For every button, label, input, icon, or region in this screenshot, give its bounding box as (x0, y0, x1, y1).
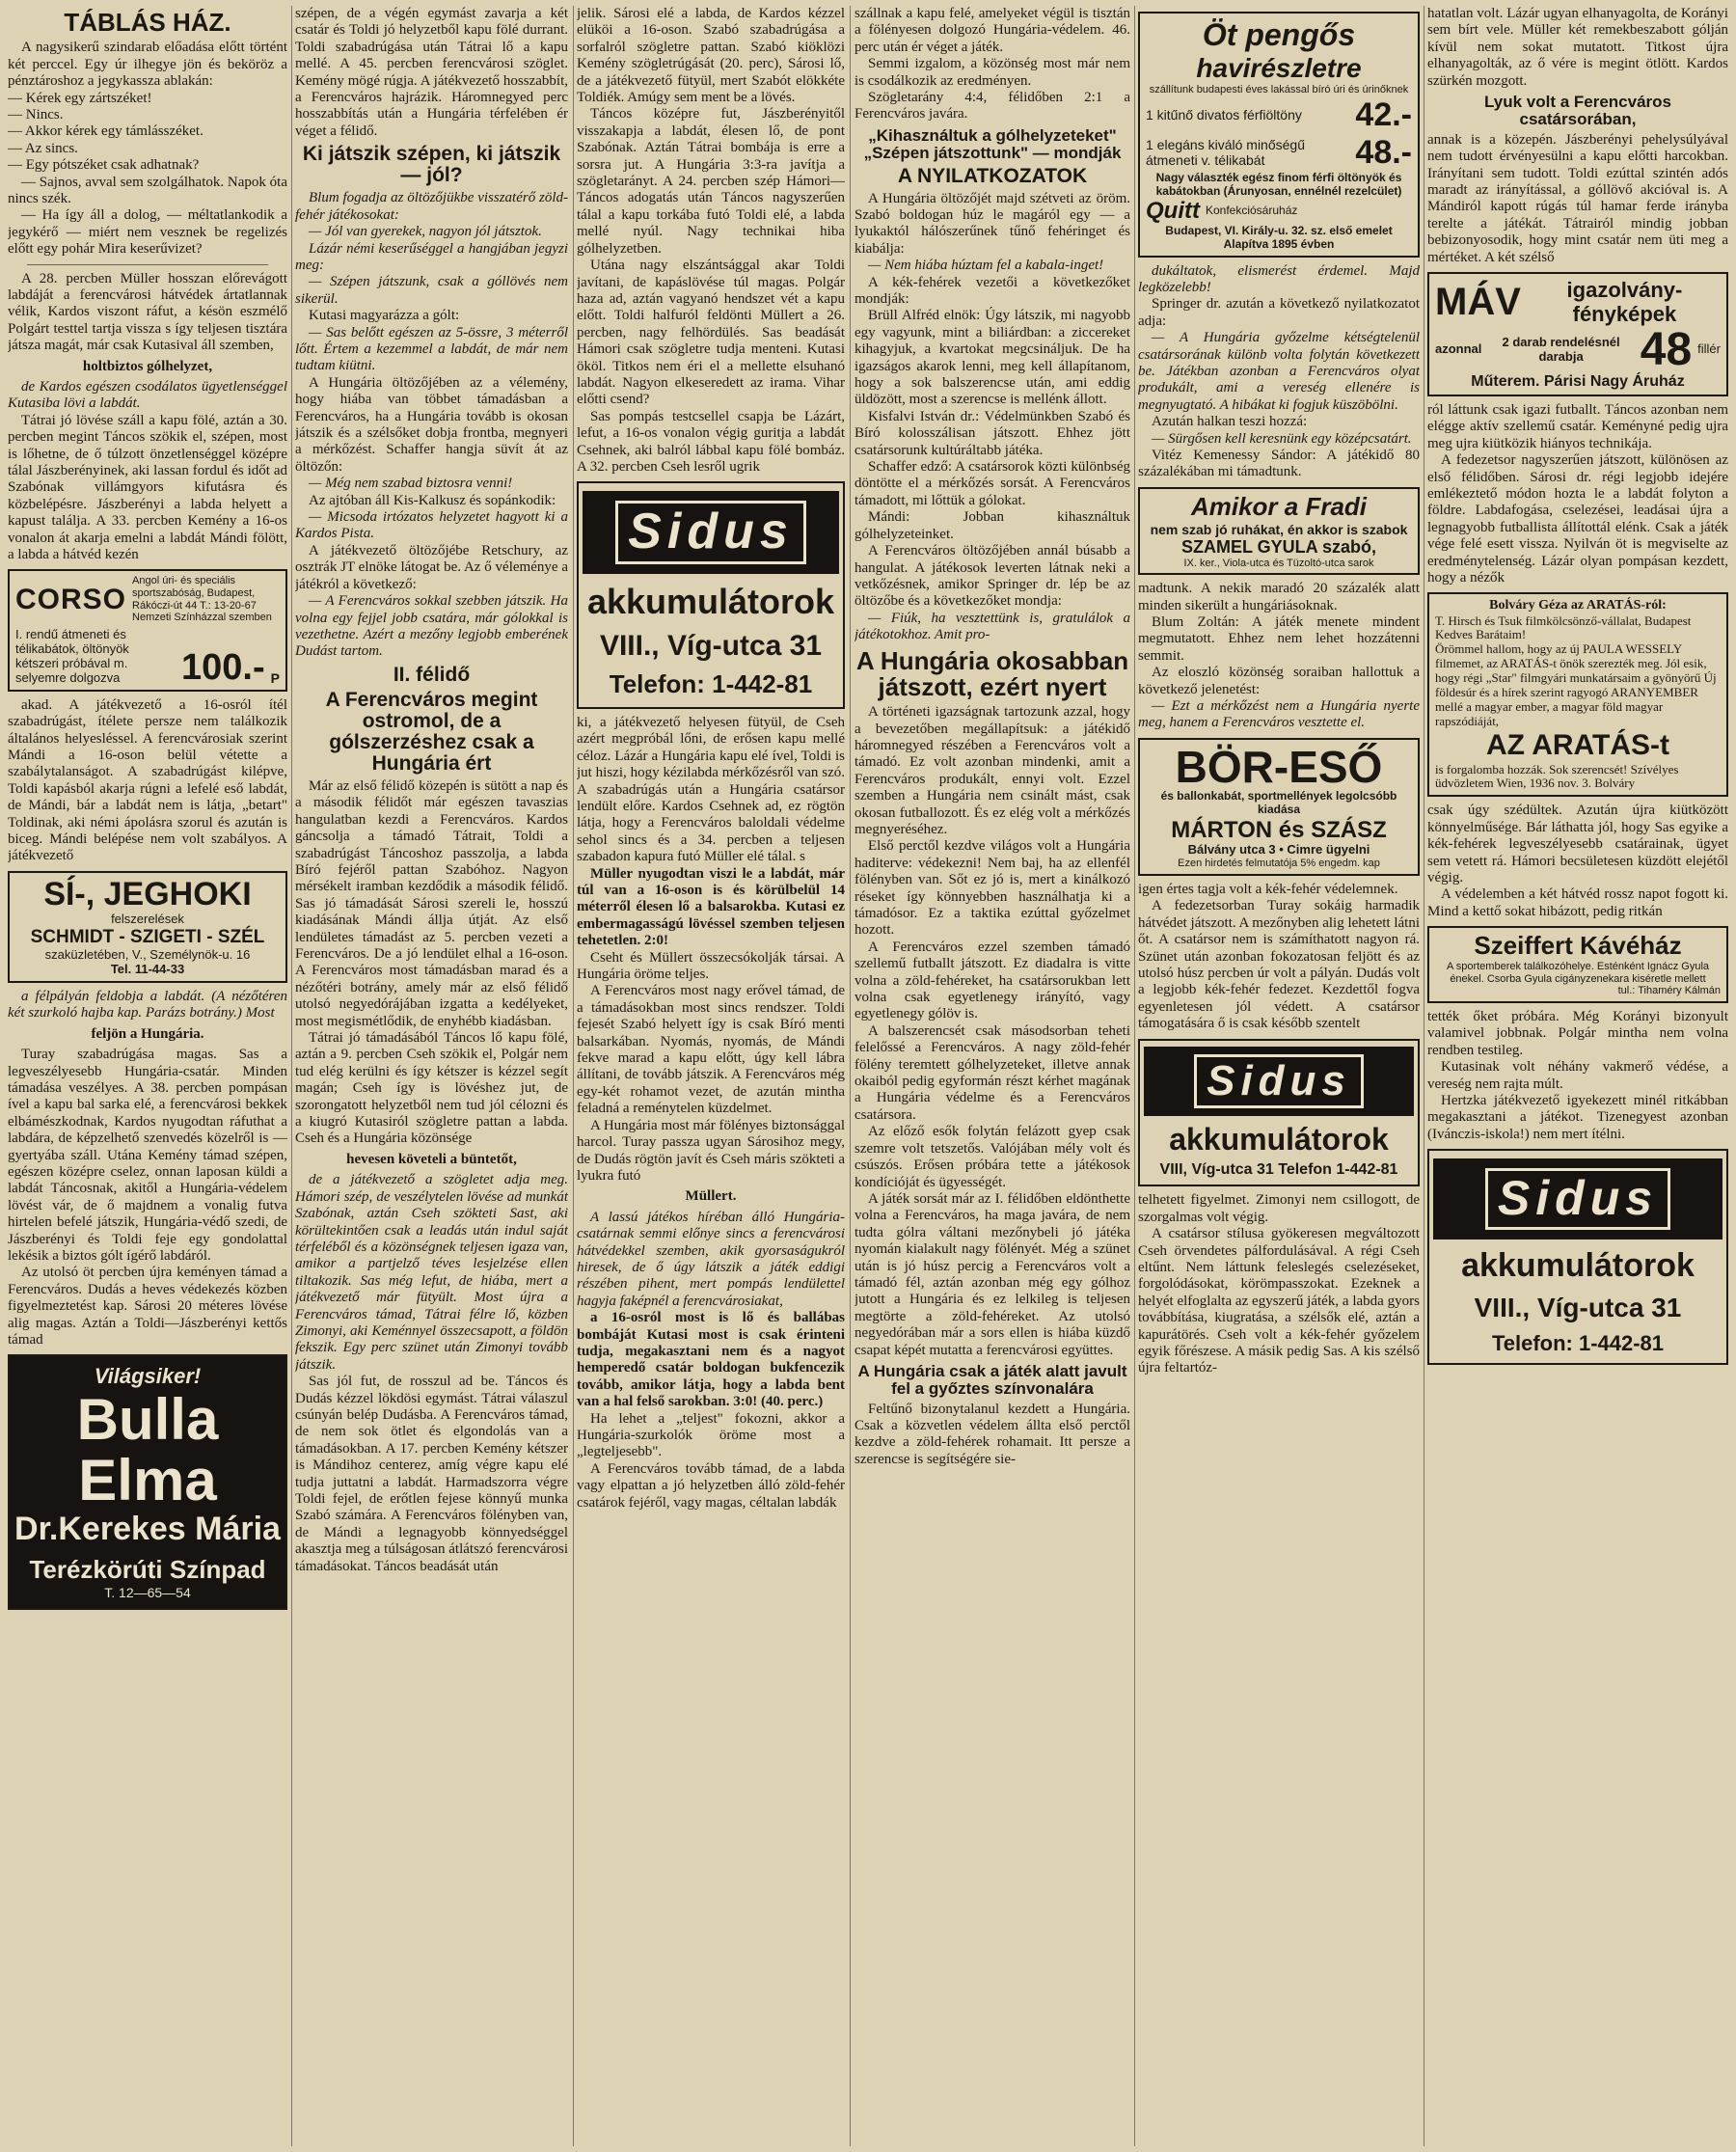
article-paragraph: ról láttunk csak igazi futballt. Táncos azonban nem elégge aktív szellemű csatár. Keményné pedig ujra meg ujra kiütközik hiányos technikája. (1427, 401, 1728, 451)
dialog-line: — Nincs. (8, 106, 64, 123)
article-paragraph: Kutasinak volt néhány vakmerő védése, a vereség nem rajta múlt. (1427, 1059, 1728, 1092)
article-paragraph: A 28. percben Müller hosszan előrevágott labdáját a ferencvárosi hátvédek ártatlannak vélik, Kardos viszont ráfut, a késön eszmélő Polgárt testtel tartja vissza s így teljesen tisztára játsza magát, már csak Kutasival áll szemben, (8, 270, 287, 354)
bulla-name: Bulla Elma (76, 1386, 219, 1512)
article-paragraph: hatatlan volt. Lázár ugyan elhanyagolta, de Korányi sem bírt vele. Müller két remekbeszabott gólján kívül nem sokat mutatott. Titkost újra elhanyagolták, az ő vére is megint ötlött. Kardos szürkén mozgott. (1427, 6, 1728, 89)
sidus-logo-box (1433, 1158, 1722, 1239)
article-paragraph: madtunk. A nekik maradó 20 százalék alatt minden sikerült a hungáriásoknak. (1138, 581, 1420, 613)
fradi-address: IX. ker., Viola-utca és Tüzoltó-utca sarok (1183, 557, 1374, 569)
bor-eso-ad (1138, 738, 1420, 876)
corso-currency: P (270, 669, 280, 686)
article-paragraph: jelik. Sárosi elé a labda, de Kardos kézzel elüköi a 16-oson. Szabó szabadrúgása a sorfalról szögletre pattan. Szabó kiöklözi Kemény szögletrúgását (20. perc), Sárosi lő, de a játékvezető fütyül, mert Szabót elökkéte Toldiék. Amúgy sem ment be a lövés. (577, 6, 845, 106)
article-paragraph: de a játékvezető a szögletet adja meg. Hámori szép, de veszélytelen lövése ad munkát Szabónak, aztán Cseh szökteti Sast, aki körültekintően csak a leadás után indul saját térfeléből és a közönségnek teljesen igaza van, amikor a partjelző téves lesjelzése ellen tiltakozik. Sas még lefut, de hiába, mert a játékvezető már fütyült. Most újra a Ferencváros támad, Tátrai félre lő, közben Zimonyi, aki Keménnyel összecsapott, a földön fekszik. Egy perc szünet után Zimonyi tovább játszik. (295, 1172, 568, 1373)
article-paragraph: A történeti igazságnak tartozunk azzal, hogy a bevezetőben megállapítsuk: a játékidő háromnegyed részében a Ferencváros volt a támadó. Ez volt azonban mindenki, amit a Ferencváros produkált, ennyi volt. Ezzel szemben a Hungária nem csinált mást, csak okosan futballozott. És ez elég volt a mérkőzés megnyeréséhez. (854, 704, 1130, 837)
column-rule (1134, 6, 1135, 2146)
article-paragraph: csak úgy szédültek. Azután újra kiütközött könnyelműsége. Bár láthatta jól, hogy Sas egyike a kék-fehérek legveszélyesebb csatárainak, ügyet sem vetett rá. Hámori becsületesen küzdött elejétől végig. (1427, 803, 1728, 886)
article-paragraph: annak is a közepén. Jászberényi pehelysúlyával nem tudott érvényesülni a kapu előtti harcokban. Irányítani sem tudott. Toldi ezúttal szintén adós maradt az irányítással, a góllövő akcióval is. A Mándiról kapott rúgás túl hamar ferde irányba terelte a játékát. Tátrairól mindig jobban bebizonyosodik, hogy mint csatár nem üti meg a mértéket. A két szélső (1427, 131, 1728, 265)
quote: — Jól van gyerekek, nagyon jól játsztok. (309, 224, 542, 240)
mav-ad (1427, 272, 1728, 396)
dialog-line: — Egy pótszéket csak adhatnak? (8, 157, 200, 174)
article-paragraph: A játékvezető öltözőjébe Retschury, az osztrák JT elnöke látogat be. Az ő véleménye a játékról a következő: (295, 542, 568, 592)
column-4 (854, 6, 1130, 2146)
article-paragraph: A Hungária most már fölényes biztonsággal harcol. Turay passza ugyan Sárosihoz megy, de Dudás rögtön javít és Cseh máris szökteti a lyukra futó (577, 1117, 845, 1184)
article-paragraph: A fedezetsor nagyszerűen játszott, különösen az első félidőben. Sárosi dr. régi legjobb idejére emlékeztető módon hozta le a labdát folyton a földre. Labdafogása, cselezései, leadásai újra a legnagyobb futballista állítottál elénk. Csak a játék vége felé esett vissza. Nyilván öt is megviselte az eredménytelenség. Lázár olyan pompásan kezdett, hogy a nézők (1427, 452, 1728, 586)
mav-subtitle: igazolvány-fényképek (1566, 277, 1683, 327)
quitt-item-2: 1 elegáns kiváló minőségű átmeneti v. télikabát (1146, 137, 1305, 169)
divider (27, 264, 268, 265)
article-paragraph: Sas jól fut, de rosszul ad be. Táncos és Dudás kézzel lökdösi egymást. Tátrai válaszul csúnyán belép Dudásba. A Ferencváros támad, de nem sok ötlet és elgondolás van a támadásokban. A 17. percben Kemény kétszer is Mándihoz centerez, amíg végre kapu elé tudja juttatni a labdát. Harmadszorra végre Toldi fejel, de erőtlen fejese könnyű munka Szabó számára. A Ferencváros fölényben van, de Mándi a legnagyobb könnyedséggel akasztja meg a túlságosan átlátszó ferencvárosi támadásokat. Táncos beadását után (295, 1374, 568, 1574)
corso-address: Angol úri- és speciális sportszabóság, Budapest, Rákóczi-út 44 T.: 13-20-67 Nemzeti Színházzal szemben (132, 575, 272, 624)
article-paragraph: A balszerencsét csak másodsorban teheti felelőssé a Ferencváros. A nagy zöld-fehér fölény teremtett gólhelyzeteket, illetve annak okaiból pedig egyformán részt kérhet magának a Hungária védelme és a Ferencváros csatársora. (854, 1022, 1130, 1123)
article-paragraph: Lázár némi keserűséggel a hangjában jegyzi meg: (295, 240, 568, 273)
article-paragraph: Blum fogadja az öltözőjükbe visszatérő zöld-fehér játékosokat: (295, 190, 568, 223)
article-paragraph: tették őket próbára. Még Korányi bizonyult valamivel jobbnak. Polgár mintha nem volna rendben testileg. (1427, 1009, 1728, 1058)
quitt-address: Budapest, VI. Király-u. 32. sz. első emelet Alapítva 1895 évben (1165, 224, 1393, 251)
letter-heading: Bolváry Géza az ARATÁS-ról: (1489, 598, 1667, 613)
corso-price: 100.- (181, 646, 265, 688)
column-rule (850, 6, 851, 2146)
quitt-title: Öt pengős (1202, 17, 1356, 52)
article-paragraph: Táncos középre fut, Jászberényitől visszakapja a labdát, élesen lő, de pont Szabónak. Aztán Tátrai bombája is erre a sorsra jut. A Hungária 3:3-ra javítja a szögletarányt. A 24. percben szép Hámori—Táncos adogatás után Táncos nagyszerűen tálal a kapu torkába futó Toldi elé, a labda mellé nyúl. Nagy technikai hiba gólhelyzetben. (577, 106, 845, 257)
section-headline: A Ferencváros megint ostromol, de a gólszerzéshez csak a Hungária ért (325, 688, 538, 775)
article-paragraph: Springer dr. azután a következő nyilatkozatot adja: (1138, 296, 1420, 329)
subheading: Müllert. (685, 1188, 737, 1205)
dialog-line: — Az sincs. (8, 140, 78, 156)
column-2 (295, 6, 568, 2146)
quitt-brand: Quitt (1146, 198, 1200, 225)
mav-title: MÁV (1435, 281, 1521, 324)
subheading: holtbiztos gólhelyzet, (82, 358, 213, 374)
sidus-brand: Sidus (1485, 1168, 1670, 1230)
article-paragraph: Brüll Alfréd elnök: Úgy látszik, mi nagyobb egy vagyunk, mint a biliárdban: a ziccereket kihagyjuk, a kvartokat megcsináljuk. De ha igazságos akarok lenni, meg kell állapítanom, hogy a sok balszerencse után, ami eddig üldözött, most a szerencse is mellénk állott. (854, 308, 1130, 408)
bulla-ad (8, 1354, 287, 1609)
sidus-logo-box (1144, 1047, 1414, 1117)
quote: — Fiúk, ha vesztettünk is, gratulálok a játékotokhoz. Amit pro- (854, 610, 1130, 643)
article-paragraph: A kék-fehérek vezetői a következőket mondják: (854, 274, 1130, 308)
szeiffert-subtitle: A sportemberek találkozóhelye. Esténként Ignácz Gyula énekel. Csorba Gyula cigányzenekara kiséretle mellett (1446, 961, 1710, 985)
ski-title: SÍ-, JEGHOKI (43, 875, 252, 913)
ski-subtitle: felszerelések (111, 912, 184, 927)
article-paragraph: Ha lehet a „teljest" fokozni, akkor a Hungária-szurkolók öröme most a „legteljesebb". (577, 1410, 845, 1460)
fradi-ad (1138, 487, 1420, 575)
quitt-desc: Konfekciósáruház (1205, 204, 1298, 218)
dialog-line: — Kérek egy zártszéket! (8, 90, 152, 106)
bulla-phone: T. 12—65—54 (104, 1584, 191, 1600)
quote: — Még nem szabad biztosra venni! (309, 476, 513, 492)
szeiffert-title: Szeiffert Kávéház (1474, 931, 1682, 961)
subheading: feljön a Hungária. (91, 1025, 204, 1042)
article-paragraph: akad. A játékvezető a 16-osról ítél szabadrúgást, ítélete persze nem találkozik általános helyesléssel. A ferencvárosiak szerint Mándi a 16-oson belül vétette a szabálytalanságot. A szabadrúgást kilépve, Toldi kapásból akarja rúgni a lefelé eső labdát, de Mándi, bár a labdát nem is látja, „betart" Toldinak, aki némi ápolásra szorul és azután is biceg. Mándi belépése nem volt szabályos. A játékvezető (8, 696, 287, 864)
article-paragraph: A Hungária öltözőjében az a vélemény, hogy hiába van többet támadásban a Ferencváros, ha a Hungária tovább is okosan játszik és a szélsőket dobja frontba, megnyeri a mérkőzést. Schaffer hangja süvít át az öltözőn: (295, 374, 568, 475)
article-paragraph: A fedezetsorban Turay sokáig harmadik hátvédet játszott. A mezőnyben alig lehetett látni őt. A csatársor nem is számíthatott nagyon rá. Szünet után azonban fokozatosan feljött és az utolsó húsz percben úr volt a pályán. Dudás volt a legjobb kék-fehér fedezet. Kezdettől fogva egyenletesen jól védett. A csatársor támogatására ő is csak később szentelt (1138, 898, 1420, 1032)
sidus-ad (577, 481, 845, 709)
quote: — A Hungária győzelme kétségtelenül csatársorának különb volta folytán következett be. Játékban azonban a Ferencváros olyat produkált, ami a vereség ellenére is megnyugtató. A hibákat ki fogjuk küszöbölni. (1138, 330, 1420, 413)
corso-offer: I. rendű átmeneti és télikabátok, öltönyök kétszeri próbával m. selyemre dolgozva (15, 627, 129, 685)
letter-film-title: AZ ARATÁS-t (1486, 729, 1669, 762)
letter-recipient: T. Hirsch és Tsuk filmkölcsönző-vállalat, Budapest (1435, 613, 1692, 628)
quitt-ad (1138, 12, 1420, 258)
column-5 (1138, 6, 1420, 2146)
sidus-address: VIII, Víg-utca 31 Telefon 1-442-81 (1159, 1160, 1398, 1178)
article-paragraph: Már az első félidő közepén is sütött a nap és a második félidőt már egészen tavaszias hangulatban kezdi a Ferencváros. Kardos gáncsolja a támadó Tátrait, Toldi a szabadrúgást Táncoshoz passzolja, a labda Bíró fejéről pattan Szabóhoz. Nagyon mérsékelt iramban kezdődik a második félidő. Sas jó támadását Sárosi szereli le, hosszú kiadásának Mándi állja útját. Az első lendületes támadást az 5. percben vezeti a Ferencváros. De a jó lendület elhal a 16-oson. A Ferencváros most támadásban marad és a nézőtéri botrány, amely már az első félidő utolsó negyedórájában izgatta a kedélyeket, most megismétlődik, de enyhébb kiadásban. (295, 777, 568, 1029)
section-headline: Lyuk volt a Ferencváros csatársorában, (1483, 93, 1671, 128)
quitt-price-2: 48.- (1355, 133, 1412, 171)
corso-brand: CORSO (15, 583, 127, 615)
article-paragraph: Kisfalvi István dr.: Védelmünkben Szabó és Bíró kolosszálisan játszott. Ehhez jött csatársorunk kultúráltabb játéka. (854, 408, 1130, 458)
ski-address: szaküzletében, V., Személynök-u. 16 (44, 947, 251, 963)
sidus-product: akkumulátorok (1461, 1246, 1695, 1284)
article-paragraph: Feltűnő bizonytalanul kezdett a Hungária. Csak a közvetlen védelem állta első perctől kezdve a zöld-fehérek rohamait. Itt persze a szerencse is segítségére sie- (854, 1401, 1130, 1467)
article-paragraph-bold: Müller nyugodtan viszi le a labdát, már túl van a 16-oson is és körülbelül 14 méterről élesen lő a balsarokba. Kutasi ez embermagasságú lövéssel szemben teljesen tehetetlen. 2:0! (577, 865, 845, 949)
quitt-note: szállítunk budapesti éves lakással bíró úri és úrinőknek (1149, 83, 1409, 95)
column-1 (8, 6, 287, 2146)
sidus-address: VIII., Víg-utca 31 (599, 629, 823, 662)
dialog-line: — Ha így áll a dolog, — méltatlankodik a jegykérő — miért nem vesznek be regelizés előtt egy pohár Mira keserűvizet? (8, 207, 287, 258)
article-paragraph: A Ferencváros öltözőjében annál búsabb a hangulat. A játékosok leverten látnak neki a vetkőzésnek, amikor Springer dr. lép be az öltözőbe és a következőket mondja: (854, 543, 1130, 610)
article-paragraph: Az ajtóban áll Kis-Kalkusz és sopánkodik: (309, 492, 556, 508)
anecdote-intro: A nagysikerű szindarab előadása előtt történt két perccel. Egy úr ilhegye jön és beköröz a pénztároshoz a jegykassza ablakán: (8, 40, 287, 90)
mav-line-2: 2 darab rendelésnél darabja (1502, 334, 1620, 364)
quitt-price-1: 42.- (1355, 95, 1412, 133)
article-paragraph: Kutasi magyarázza a gólt: (309, 308, 460, 324)
column-rule (573, 6, 574, 2146)
article-paragraph-bold: a 16-osról most is lő és ballábas bombáját Kutasi most is csak érinteni tudja, megakasztani nem és a nagyot hemperedő csatár boldogan bukfencezik tovább, amikor látja, hogy a labda bent van a hal felső sarokban. 3:0! (40. perc.) (577, 1310, 845, 1410)
article-paragraph: szépen, de a végén egymást zavarja a két csatár és Toldi jó helyzetből kapu fölé durrant. Toldi szabadrúgása után Tátrai lő a kapu mellé. A 45. percben ferencvárosi szöglet. Kemény mögé rúgja. A játékvezető hosszabbít, a Ferencváros hajrázik. Háromnegyed perc hosszabbítás után a Hungária térfelében ér véget a félidő. (295, 6, 568, 139)
letter-closing: is forgalomba hozzák. Sok szerencsét! Szívélyes üdvözletem Wien, 1936 nov. 3. Bolváry (1435, 761, 1679, 791)
quote: — Szépen játszunk, csak a góllövés nem sikerül. (295, 274, 568, 307)
article-paragraph: A Hungária öltözőjét majd szétveti az öröm. Szabó boldogan húz le magáról egy — a lyukaktól hálószerűnek tűnő fehéringet és kiabálja: (854, 190, 1130, 257)
article-paragraph: telhetett figyelmet. Zimonyi nem csillogott, de szorgalmas volt végig. (1138, 1192, 1420, 1225)
article-paragraph: Az utolsó öt percben újra keményen támad a Ferencváros. Dudás a heves védekezés közben figyelmeztetést kap. Sárosi 20 méteres lövése alig magas. Aztán a Toldi—Jászberényi kettős támad (8, 1265, 287, 1348)
bulla-name-2: Dr.Kerekes Mária (14, 1510, 281, 1547)
bor-eso-subtitle: és ballonkabát, sportmellények legolcsóbb kiadása (1160, 789, 1397, 816)
article-paragraph: Semmi izgalom, a közönség most már nem is csodálkozik az eredményen. (854, 56, 1130, 89)
quote: — Sürgősen kell keresnünk egy középcsatárt. (1152, 430, 1412, 447)
sidus-phone: Telefon: 1-442-81 (1491, 1331, 1665, 1356)
corso-ad (8, 569, 287, 691)
section-headline: „Kihasználtuk a gólhelyzeteket" „Szépen játszottunk" — mondják (863, 125, 1122, 162)
szeiffert-owner: tul.: Tihaméry Kálmán (1617, 985, 1721, 997)
bor-eso-title: BÖR-ESŐ (1175, 741, 1383, 792)
quitt-item-1: 1 kitűnő divatos férfiöltöny (1146, 107, 1302, 123)
quote: — Nem hiába húztam fel a kabala-inget! (868, 258, 1104, 274)
quote: — Sas belőtt egészen az 5-össre, 3 méterről lőtt. Értem a kezemmel a labdát, de már nem tudtam kiütni. (295, 324, 568, 374)
article-paragraph: A Ferencváros most nagy erővel támad, de a támadásokban most sincs rendszer. Toldi fejesét Szabó helyett így is csak Bíró menti balsarkában. Nyomás, nyomás, de Mándi fekve marad a kapu előtt, úgy kell lábra állítani, de tovább játszik. A Ferencváros még egy-két rohamot vezet, de azután mintha feladná a reménytelen küzdelmet. (577, 983, 845, 1117)
anecdote-title: TÁBLÁS HÁZ. (64, 8, 231, 37)
article-paragraph: A Ferencváros ezzel szemben támadó szellemű futballt játszott. Ez diadalra is vitte volna a zöld-fehéreket, ha csatársorukban lett volna csak egyetlenegy irányító, vagy egyetlenegy gólöv is. (854, 939, 1130, 1022)
sidus-phone: Telefon: 1-442-81 (609, 669, 813, 699)
quote: — Micsoda irtózatos helyzetet hagyott ki a Kardos Pista. (295, 509, 568, 542)
article-paragraph: A védelemben a két hátvéd rossz napot fogott ki. Mind a kettő sokat hibázott, pedig ritkán (1427, 886, 1728, 919)
fradi-tailor: SZAMEL GYULA szabó, (1180, 536, 1377, 557)
mav-price: 48 (1640, 323, 1693, 375)
bulla-venue: Terézkörúti Színpad (29, 1554, 266, 1584)
article-paragraph: Turay szabadrúgása magas. Sas a legveszélyesebb Hungária-csatár. Minden támadása veszélyes. A 38. percben pompásan ível a kapu bal sarka elé, a ferencvárosi bekkek elbámészkodnak, Kardos nyugodtan ráfuthat a labdára, de képzelhető szenvedés közelről is — gyertyába száll. Utána Kemény támad szépen, egészen középre cselez, onnan laposan küldi a labdát Táncosnak, akitől a Hungária-védelem lövést vár, de ő majdnem a vonalig futva hirtelen befelé játszik, Hungária-védő szedi, de Jászberényi és Toldi feje egy gondolattal lekésik a biztos gólt ígérő labdáról. (8, 1047, 287, 1264)
article-paragraph: Tátrai jó támadásából Táncos lő kapu fölé, aztán a 9. percben Cseh szökik el, Polgár nem tud elég kerülni és így kétszer is kézzel segít magán; Cseh így is lövéshez jut, de szorongatott helyzetből nem tud jól célozni és a kiugró Kutasiról szögletre pattan a labda. Cseh és a Hungária közönsége (295, 1030, 568, 1147)
article-paragraph: A Ferencváros tovább támad, de a labda vagy elpattan a jó helyzetben álló zöld-fehér csatárok fejéről, vagy magas, céltalan labdák (577, 1460, 845, 1511)
article-paragraph: dukáltatok, elismerést érdemel. Majd legközelebb! (1138, 262, 1420, 295)
quote: — A Ferencváros sokkal szebben játszik. Ha volna egy fejjel jobb csatára, már gólokkal is vezethetne. Azért a mezőny legjobb emberének Dudást tartom. (295, 593, 568, 660)
fradi-title: Amikor a Fradi (1190, 491, 1368, 521)
sidus-ad (1138, 1039, 1420, 1187)
article-paragraph: a félpályán feldobja a labdát. (A nézőtéren két szurkoló hajba kap. Parázs botrány.) Most (8, 988, 287, 1022)
dialog-line: — Sajnos, avval sem szolgálhatok. Napok óta nincs szék. (8, 174, 287, 206)
sidus-logo-box (583, 491, 839, 574)
article-paragraph: szállnak a kapu felé, amelyeket végül is tisztán a fölényesen dolgozó Hungária-védelem. 46. perc után ér véget a játék. (854, 6, 1130, 55)
article-paragraph: Utána nagy elszántsággal akar Toldi javítani, de kapáslövése túl magas. Polgár haza ad, aztán vagyanó hendszet vét a kapu előtt. Toldi halfuról feldönti Müllert a 26. percben, nagy felhördülés. Sas beadását Hámori csak szögletre tudja menteni. Kutasi ököl. Titkos nem éri el a mellette elsuhanó labdát. Nagyon elkeseredett az irama. Vihar előtti csend? (577, 258, 845, 408)
article-paragraph: ki, a játékvezető helyesen fütyül, de Cseh azért megpróbál lőni, de erősen kapu mellé céloz. Lázár a Hungária kapu elé ível, Toldi is jut hiszi, hogy kézilabda mérkőzésről van szó. A szabadrúgás után a Hungária csatársor lendült előre. Kardos Csehnek ad, ez rögtön látja, hogy a Ferencváros baloldali védelme sehol sincs és a 34. percben a teljesen szabadon kapura futó Müller elé tálal. s (577, 714, 845, 865)
bor-eso-address: Bálvány utca 3 • Cimre ügyelni (1187, 842, 1370, 858)
bor-eso-note: Ezen hirdetés felmutatója 5% engedm. kap (1178, 858, 1380, 870)
ski-ad (8, 871, 287, 983)
half-headline: II. félidő (393, 663, 471, 686)
quitt-more: Nagy választék egész finom férfi öltönyök és kabátokban (Árunyosan, ennélnél rezelcület) (1155, 170, 1402, 198)
dialog-line: — Akkor kérek egy támlásszéket. (8, 123, 203, 140)
article-paragraph: de Kardos egészen csodálatos ügyetlenséggel Kutasiba lövi a labdát. (8, 379, 287, 412)
article-paragraph: igen értes tagja volt a kék-fehér védelemnek. (1138, 881, 1398, 897)
article-paragraph: Az előző esők folytán felázott gyep csak szemre volt tetszetős. Valójában mély volt és csúszós. Erősen próbára tette a játékosok kondícióját és ügyességét. (854, 1124, 1130, 1190)
sidus-address: VIII., Víg-utca 31 (1474, 1292, 1682, 1322)
sidus-brand: Sidus (1194, 1054, 1364, 1109)
article-paragraph: A lassú játékos híréban álló Hungária-csatárnak semmi előnye sincs a ferencvárosi hátvédekkel szemben, akik gyorsaságukról hiresek, de ő úgy látszik a játék eddigi részében pihent, mert pompás lendülettel hagyja faképnél a ferencvárosiakat, (577, 1209, 845, 1309)
article-paragraph: Blum Zoltán: A játék menete mindent megmutatott. Ehhez nem lehet hozzátenni semmit. (1138, 614, 1420, 664)
ski-phone: Tel. 11-44-33 (110, 961, 185, 976)
letter-greeting: Kedves Barátaim! (1435, 627, 1527, 642)
section-headline: A Hungária okosabban játszott, ezért nyert (855, 645, 1129, 701)
quitt-title-2: havirészletre (1196, 52, 1362, 83)
article-paragraph: A játék sorsát már az I. félidőben eldönthette volna a Ferencváros, ha maga javára, de nem tudta gólra váltani mezőnybeli jó játéka nyomán kialakult nagy fölényét. Még a szünet után is jó húsz percig a Ferencváros volt a támadó fél, aztán azonban még egy gólhoz jutott a Hungária és ez lelkileg is teljesen megtörte a zöld-fehéreket. Az utolsó negyedórában már a sors ellen is hiába küzdő csapat képét mutatta a ferencvárosi együttes. (854, 1190, 1130, 1358)
sidus-ad (1427, 1149, 1728, 1365)
section-headline: A NYILATKOZATOK (897, 164, 1088, 187)
article-paragraph: Azután halkan teszi hozzá: (1152, 414, 1308, 430)
section-headline: A Hungária csak a játék alatt javult fel a győztes színvonalára (857, 1361, 1127, 1398)
aratas-letter-ad (1427, 592, 1728, 797)
szeiffert-ad (1427, 926, 1728, 1003)
column-3 (577, 6, 845, 2146)
article-paragraph: Tátrai jó lövése száll a kapu fölé, aztán a 30. percben megint Táncos szökik el, szépen, most is lőhetne, de ő túlzott önzetlenséggel középre tálal Jászberényinek, aki lassan fordul és időt ad Szabónak villámgyors kifutásra és közbelépésre. Jászberényi a labda helyett a kapust találja. A 33. percben Kemény a 16-os vonalon át akarja emelni a labdát Mándi fölött, a labda a hátvéd kezén (8, 412, 287, 563)
letter-body: Örömmel hallom, hogy az új PAULA WESSELY filmemet, az ARATÁS-t önök szerezték meg. Jól esik, hogy régi „Star" filmgyári munkatársaim a gyönyörű Új földesúr és a hírek szerint ragyogó ARANYEMBER mellé a magyar ember, a magyar föld magyar rapszódiáját, (1435, 641, 1717, 729)
quote: — Ezt a mérkőzést nem a Hungária nyerte meg, hanem a Ferencváros vesztette el. (1138, 698, 1420, 731)
article-paragraph: Vitéz Kemenessy Sándor: A játékidő 80 százalékában mi támadtunk. (1138, 448, 1420, 480)
mav-line-1: azonnal (1435, 341, 1482, 357)
article-paragraph: Szögletarány 4:4, félidőben 2:1 a Ferencváros javára. (854, 90, 1130, 123)
sidus-product: akkumulátorok (1169, 1122, 1389, 1158)
subheading: hevesen követeli a büntetőt, (346, 1151, 517, 1167)
article-paragraph: Mándi: Jobban kihasználtuk gólhelyzeteinket. (854, 509, 1130, 542)
ski-shop-name: SCHMIDT - SZIGETI - SZÉL (30, 927, 265, 948)
fradi-subtitle: nem szab jó ruhákat, én akkor is szabok (1150, 521, 1408, 537)
sidus-product: akkumulátorok (586, 582, 835, 622)
article-paragraph: Cseht és Müllert összecsókolják társai. A Hungária öröme teljes. (577, 949, 845, 983)
column-rule (291, 6, 292, 2146)
article-paragraph: A csatársor stílusa gyökeresen megváltozott Cseh örvendetes pálfordulásával. A régi Cseh eltűnt. Nem láttunk feleslegés cselezéseket, forgolódásokat, körömpasszokat. Ezeknek a helyét elfoglalta az egyszerű játék, a labda gyors továbbítása, kiugratása, a szélsők elé, aztán a kapurátörés. Cseh volt a kék-fehér győzelem egyik főrészese. A másik pedig Sas. A kis szélső újra feltartóz- (1138, 1226, 1420, 1376)
column-6 (1427, 6, 1728, 2146)
mav-unit: fillér (1697, 341, 1721, 357)
article-paragraph: Hertzka játékvezető igyekezett minél ritkábban megakasztani a játékot. Tizenegyest azonban (Ivánczis-iskola!) nem mert ítélni. (1427, 1093, 1728, 1142)
sidus-brand: Sidus (615, 501, 806, 564)
article-paragraph: Sas pompás testcsellel csapja be Lázárt, lefut, a 16-os vonalon végig guritja a labdát Csehnek, aki balról lábbal kapu fölé bombáz. A 32. percben Cseh lesről ugrik (577, 408, 845, 475)
mav-studio: Műterem. Párisi Nagy Áruház (1471, 372, 1685, 390)
article-paragraph: Az eloszló közönség soraiban hallottuk a következő jelenetést: (1138, 665, 1420, 697)
section-headline: Ki játszik szépen, ki játszik — jól? (302, 143, 561, 187)
bulla-tagline: Világsiker! (94, 1364, 202, 1389)
bor-eso-shop: MÁRTON és SZÁSZ (1171, 816, 1387, 843)
article-paragraph: Első perctől kezdve világos volt a Hungária haditerve: védekezni! Nem baj, ha az ellenfél fölényben van. Sőt ez jó is, mert a kinálkozó réseket így könnyebben használhatja ki a támadósor. Ez a taktika ezúttal győzelmet hozott. (854, 838, 1130, 939)
article-paragraph: Schaffer edző: A csatársorok közti különbség döntötte el a mérkőzés sorsát. A Ferencváros támadott, mi lőttük a gólokat. (854, 459, 1130, 508)
